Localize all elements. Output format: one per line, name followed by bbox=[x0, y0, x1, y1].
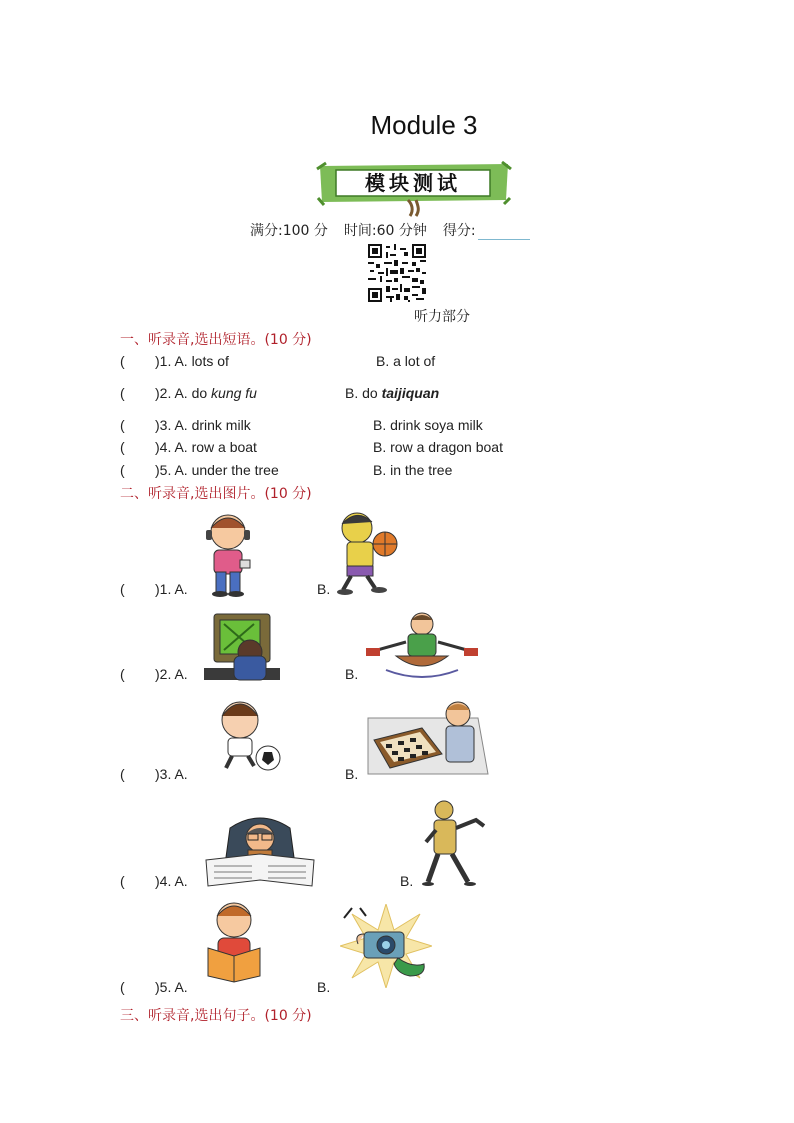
s1-q2-b bbox=[345, 385, 439, 401]
s1-q4-paren[interactable]: ( bbox=[120, 439, 125, 455]
s1-q5-paren[interactable]: ( bbox=[120, 462, 125, 478]
s1-q3-b: B. drink soya milk bbox=[373, 417, 483, 433]
s1-q2-b-label: B. do bbox=[345, 385, 382, 401]
qr-code-icon bbox=[368, 244, 426, 302]
qr-code[interactable] bbox=[368, 244, 426, 302]
s1-q3-paren[interactable]: ( bbox=[120, 417, 125, 433]
s2-q3-paren[interactable]: ( bbox=[120, 766, 125, 782]
s2-q2-paren[interactable]: ( bbox=[120, 666, 125, 682]
page-title: Module 3 bbox=[370, 110, 478, 140]
score-label: 得分: bbox=[442, 223, 476, 239]
score-line bbox=[250, 220, 546, 240]
module-test-banner bbox=[316, 160, 512, 218]
s2-q2-a-label: )2. A. bbox=[155, 666, 188, 682]
boy-listening-music-icon[interactable] bbox=[200, 512, 256, 603]
s2-q5-b-label: B. bbox=[317, 979, 331, 995]
banner-label: 模块测试 bbox=[365, 171, 461, 195]
time-limit: 时间:60 分钟 bbox=[343, 223, 427, 239]
section1-heading: 一、听录音,选出短语。(10 分) bbox=[120, 332, 312, 348]
s2-q3-b-label: B. bbox=[345, 766, 359, 782]
tai-chi-icon[interactable] bbox=[422, 798, 488, 893]
s1-q2-b-taijiquan: taijiquan bbox=[381, 385, 440, 401]
s2-q1-a-label: )1. A. bbox=[155, 581, 188, 597]
camera-photo-icon[interactable] bbox=[340, 904, 432, 993]
s1-q1-b: B. a lot of bbox=[376, 353, 436, 369]
s2-q1-paren[interactable]: ( bbox=[120, 581, 125, 597]
playing-chess-icon[interactable] bbox=[366, 698, 490, 787]
s1-q4-b: B. row a dragon boat bbox=[373, 439, 503, 455]
boy-football-icon[interactable] bbox=[208, 698, 282, 779]
s1-q5-a: )5. A. under the tree bbox=[155, 462, 279, 478]
s2-q4-b-label: B. bbox=[400, 873, 414, 889]
s1-q2-a-label: )2. A. do bbox=[155, 385, 212, 401]
s1-q1-paren[interactable]: ( bbox=[120, 353, 125, 369]
s2-q4-a-label: )4. A. bbox=[155, 873, 188, 889]
s1-q3-a: )3. A. drink milk bbox=[155, 417, 251, 433]
s1-q5-b: B. in the tree bbox=[373, 462, 453, 478]
s2-q3-a-label: )3. A. bbox=[155, 766, 188, 782]
section3-heading: 三、听录音,选出句子。(10 分) bbox=[120, 1008, 312, 1024]
s1-q2-a bbox=[155, 385, 257, 401]
watching-tv-icon[interactable] bbox=[204, 612, 280, 687]
man-reading-newspaper-icon[interactable] bbox=[204, 810, 316, 895]
s2-q1-b-label: B. bbox=[317, 581, 331, 597]
boy-reading-book-icon[interactable] bbox=[204, 900, 264, 989]
s1-q2-paren[interactable]: ( bbox=[120, 385, 125, 401]
full-marks: 满分:100 分 bbox=[250, 223, 328, 239]
s2-q5-a-label: )5. A. bbox=[155, 979, 188, 995]
score-blank[interactable] bbox=[478, 225, 530, 240]
s2-q4-paren[interactable]: ( bbox=[120, 873, 125, 889]
s2-q5-paren[interactable]: ( bbox=[120, 979, 125, 995]
s1-q1-a: )1. A. lots of bbox=[155, 353, 229, 369]
listening-caption: 听力部分 bbox=[414, 309, 470, 325]
section2-heading: 二、听录音,选出图片。(10 分) bbox=[120, 486, 312, 502]
rowing-boat-icon[interactable] bbox=[366, 610, 478, 687]
s1-q4-a: )4. A. row a boat bbox=[155, 439, 257, 455]
boy-basketball-icon[interactable] bbox=[335, 508, 401, 603]
s2-q2-b-label: B. bbox=[345, 666, 359, 682]
s1-q2-a-kungfu: kung fu bbox=[211, 385, 257, 401]
